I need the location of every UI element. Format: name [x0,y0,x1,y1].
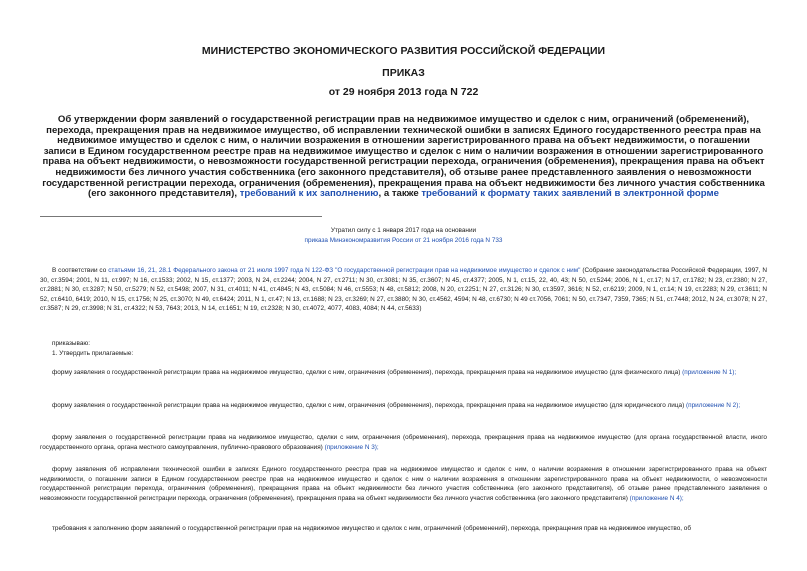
form-3-text: форму заявления о государственной регистрации права на недвижимое имущество, сделки с ним, ограничения (обременения), перехода, прекращения права на недвижимое имущество (для органа государственной власти, иного государственного органа, органа местного самоуправления, публично-правового образования) [40,434,767,451]
requirements-link[interactable]: требований к их заполнению [239,188,379,200]
form-2-text: форму заявления о государственной регистрации права на недвижимое имущество, сделки с ним, ограничения (обременения), перехода, прекращения права на недвижимое имущество (для юридического лица) [52,402,685,409]
title-text: Об утверждении форм заявлений о государственной регистрации прав на недвижимое имущество и сделок с ним, ограничений (обременений), перехода, прекращения прав на недвижимое имущество, об исправлении технической ошибки в записях Единого государственного реестра прав на недвижимое имущество и сделок с ним, о наличии возражения в отношении зарегистрированного права на объект недвижимости, о погашении записи в Едином государственном реестре прав на недвижимое имущество и сделок с ним о наличии возражения в отношении зарегистрированного права на объект недвижимости, о невозможности государственной регистрации перехода, ограничения (обременения), прекращения права на объект недвижимости без личного участия собственника (его законного представителя), об отзыве ранее представленного заявления о невозможности государственной регистрации перехода, ограничения (обременения), прекращения права на объект недвижимости без личного участия собственника (его законного представителя), [42,114,765,200]
divider [40,216,322,217]
appendix-4-link[interactable]: (приложение N 4); [629,494,684,502]
item-1 [40,349,767,359]
form-1-text: форму заявления о государственной регистрации права на недвижимое имущество, сделки с ним, ограничения (обременения), перехода, прекращения права на недвижимое имущество (для физического лица) [52,369,681,376]
basis-citations: (Собрание законодательства Российской Федерации, 1997, N 30, ст.3594; 2001, N 11, ст.997; N 16, ст.1533; 2002, N 15, ст.1377; 2003, N 24, ст.2244; 2004, N 27, ст.2711; N 30, ст.3081; N 35, ст.3607; N 45, ст.4377; 2005, N 1, ст.15, 22, 40, 43; N 50, ст.5244; 2006, N 1, ст.17; N 17, ст.1782; N 23, ст.2380; N 27, ст.2881; N 30, ст.3287; N 50, ст.5279; N 52, ст.5498; 2007, N 31, ст.4011; N 41, ст.4845; N 43, ст.5084; N 46, ст.5553; N 48, ст.5812; 2008, N 20, ст.2251; N 27, ст.3126; N 30, ст.3597, 3616; N 52, ст.6219; 2009, N 1, ст.14; N 19, ст.2283; N 29, ст.3611; N 52, ст.6410, 6419; 2010, N 15, ст.1756; N 25, ст.3070; N 49, ст.6424; 2011, N 1, ст.47; N 13, ст.1688; N 23, ст.3269; N 27, ст.3880; N 30, ст.4562, 4594; N 48, ст.6730; N 49 ст.7056, 7061; N 50, ст.7347, 7359, 7365; N 51, ст.7448; 2012, N 24, ст.3078; N 27, ст.3587; N 29, ст.3998; N 31, ст.4322; N 53, 7643; 2013, N 14, ст.1651; N 19, ст.2328; N 30, ст.4072, 4077, 4083, 4084; N 44, ст.5633) [40,267,767,313]
appendix-3-link[interactable]: (приложение N 3); [324,443,379,451]
form-3-paragraph [40,433,767,452]
ministry-heading: МИНИСТЕРСТВО ЭКОНОМИЧЕСКОГО РАЗВИТИЯ РОССИЙСКОЙ ФЕДЕРАЦИИ [201,45,606,57]
order-verb [40,339,767,349]
title-mid: , а также [378,188,419,200]
form-4-text: форму заявления об исправлении технической ошибки в записях Единого государственного реестра прав на недвижимое имущество и сделок с ним, о наличии возражения в отношении зарегистрированного права на объект недвижимости, о погашении записи в Едином государственном реестре прав на недвижимое имущество и сделок с ним о наличии возражения в отношении зарегистрированного права на объект недвижимости, о невозможности государственной регистрации перехода, ограничения (обременения), прекращения права на объект недвижимости без личного участия собственника (его законного представителя), об отзыве ранее представленного заявления о невозможности государственной регистрации перехода, ограничения (обременения), прекращения права на объект недвижимости без личного участия собственника (его законного представителя) [40,466,767,502]
order-verb-text: приказываю: [52,340,90,347]
appendix-2-link[interactable]: (приложение N 2); [686,402,741,409]
form-2-paragraph [40,401,767,411]
repeal-order-link[interactable]: приказа Минэкономразвития России от 21 ноября 2016 года N 733 [304,237,503,244]
form-1-paragraph [40,368,767,378]
validity-note-link-line [0,236,807,246]
document-title [40,115,767,200]
order-heading: ПРИКАЗ [382,67,425,79]
requirements-paragraph [40,524,767,534]
item-1-text: 1. Утвердить прилагаемые: [52,350,134,357]
form-4-paragraph [40,465,767,503]
federal-law-link[interactable]: статьями 16, 21, 28.1 Федерального закона от 21 июля 1997 года N 122-ФЗ "О государственной регистрации прав на недвижимое имущество и сделок с ним" [108,267,581,274]
order-date: от 29 ноября 2013 года N 722 [328,86,479,98]
validity-note: Утратил силу с 1 января 2017 года на основании [330,227,477,234]
appendix-1-link[interactable]: (приложение N 1); [682,369,737,376]
basis-prefix: В соответствии со [52,267,107,274]
requirements-text: требования к заполнению форм заявлений о государственной регистрации прав на недвижимое имущество и сделок с ним, ограничений (обременений), перехода, прекращения прав на недвижимое имущество, об [52,525,692,532]
format-requirements-link[interactable]: требований к формату таких заявлений в электронной форме [421,188,719,200]
legal-basis-paragraph [40,266,767,314]
